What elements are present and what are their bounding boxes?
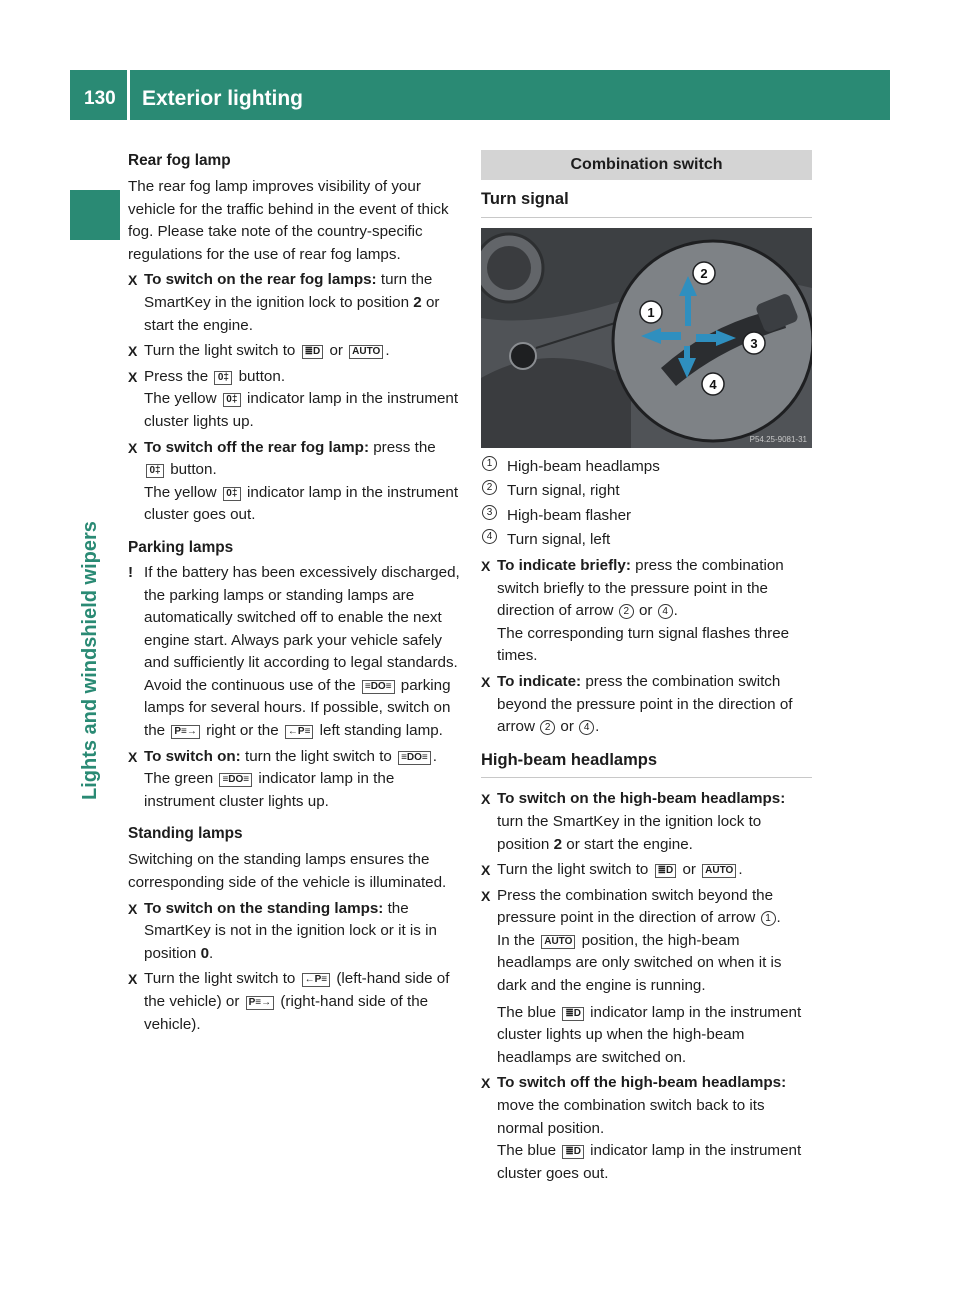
step-text: The corresponding turn signal flashes three times. — [497, 624, 790, 665]
standing-right-icon: P≡→ — [246, 996, 275, 1010]
step-text: press the combination switch briefly to the pressure point in the direction of arrow — [497, 556, 784, 620]
auto-icon: AUTO — [541, 935, 575, 949]
parking-warning — [128, 562, 460, 743]
standing-left-icon: ←P≡ — [285, 725, 314, 739]
left-column — [128, 150, 460, 1036]
rear-fog-step-4 — [128, 437, 460, 527]
parking-heading: Parking lamps — [128, 538, 234, 556]
rear-fog-icon: 0‡ — [146, 464, 164, 478]
step-text: The yellow — [144, 390, 221, 408]
standing-heading: Standing lamps — [128, 825, 243, 843]
step-text: the SmartKey is not in the ignition lock or it is in position — [144, 899, 437, 962]
step-text: (left-hand side of the vehicle) or — [144, 970, 450, 1010]
callout-number: 2 — [619, 604, 634, 619]
callout-number: 1 — [761, 911, 776, 926]
rear-fog-heading: Rear fog lamp — [128, 152, 231, 169]
legend-item-4 — [481, 529, 812, 552]
step-bold: To switch off the rear fog lamp: — [144, 438, 370, 456]
side-tab-text: Lights and windshield wipers — [79, 521, 101, 800]
step-text: press the — [369, 438, 436, 456]
combination-switch-illustration — [481, 228, 812, 448]
step-bold: To switch off the high-beam headlamps: — [497, 1074, 787, 1092]
step-text: indicator lamp in the instrument cluster lights up when the high-beam headlamps are switched on. — [497, 1003, 802, 1066]
figure-code: P54.25-9081-31 — [749, 434, 807, 444]
standing-right-icon: P≡→ — [171, 725, 200, 739]
step-text: . — [385, 342, 390, 360]
combination-switch-figure — [481, 228, 812, 448]
legend-item-3 — [481, 505, 812, 528]
step-text: or — [634, 602, 657, 620]
step-text: . — [595, 718, 600, 736]
rear-fog-intro: The rear fog lamp improves visibility of your vehicle for the traffic behind in the event of thick fog. Please take note of the country-specific regulations for the use of rear fog lamps. — [128, 178, 449, 263]
rear-fog-icon: 0‡ — [223, 393, 241, 407]
parking-lamp-icon: ≡DO≡ — [398, 751, 431, 765]
step-text: button. — [234, 367, 286, 385]
auto-icon: AUTO — [349, 345, 383, 359]
callout-number: 2 — [540, 720, 555, 735]
step-text: The blue — [497, 1003, 561, 1021]
step-text: . — [432, 747, 437, 765]
high-step-1 — [481, 788, 812, 856]
step-arrow-icon: X — [128, 748, 138, 765]
step-text: (right-hand side of the vehicle). — [144, 993, 429, 1033]
callout-number: 3 — [482, 505, 497, 520]
callout-number: 4 — [579, 720, 594, 735]
step-text: indicator lamp in the instrument cluster goes out. — [144, 483, 459, 524]
step-text: The blue — [497, 1142, 561, 1160]
callout-number: 4 — [482, 529, 497, 544]
callout-3: 3 — [750, 335, 758, 351]
parking-lamp-icon: ≡DO≡ — [219, 773, 252, 787]
callout-4: 4 — [709, 376, 717, 392]
step-arrow-icon: X — [481, 673, 491, 690]
step-text: Turn the light switch to — [144, 342, 300, 360]
warning-icon: ! — [128, 563, 134, 581]
step-text: . — [738, 861, 743, 879]
step-text: or — [556, 718, 579, 736]
step-text: button. — [166, 461, 217, 479]
step-text: move the combination switch back to its normal position. — [497, 1097, 765, 1137]
turn-step-2 — [481, 671, 812, 739]
warning-text: If the battery has been excessively discharged, the parking lamps or standing lamps are automatically switched off to enable the next engine start. Always park your vehicle safely and sufficiently lit according to legal standards. Avoid the continuous use of the — [144, 563, 460, 694]
low-beam-icon: ≣D — [655, 864, 677, 878]
turn-step-1 — [481, 555, 812, 668]
step-text: indicator lamp in the instrument cluster lights up. — [144, 770, 395, 810]
standing-intro: Switching on the standing lamps ensures the corresponding side of the vehicle is illuminated. — [128, 851, 447, 892]
step-text: press the combination switch beyond the pressure point in the direction of arrow — [497, 672, 793, 736]
step-text: Press the combination switch beyond the pressure point in the direction of arrow — [497, 886, 774, 927]
standing-step-2 — [128, 968, 460, 1036]
callout-2: 2 — [700, 265, 708, 281]
step-arrow-icon: X — [481, 887, 491, 904]
warning-text: right or the — [201, 722, 283, 740]
auto-icon: AUTO — [702, 864, 736, 878]
step-text: . — [673, 602, 678, 620]
standing-step-1 — [128, 898, 460, 966]
step-text: turn the SmartKey in the ignition lock to position — [144, 271, 433, 311]
step-arrow-icon: X — [481, 791, 491, 808]
rear-fog-step-3 — [128, 366, 460, 434]
legend-item-2 — [481, 480, 812, 503]
step-text: . — [209, 944, 214, 962]
callout-number: 1 — [482, 456, 497, 471]
step-text: turn the SmartKey in the ignition lock to position — [497, 812, 762, 853]
callout-number: 2 — [482, 480, 497, 495]
step-arrow-icon: X — [128, 439, 138, 456]
ignition-position: 0 — [200, 944, 210, 962]
rear-fog-icon: 0‡ — [223, 487, 241, 501]
section-title: Combination switch — [481, 150, 812, 180]
high-beam-icon: ≣D — [562, 1145, 584, 1159]
step-text: position, the high-beam headlamps are only switched on when it is dark and the engine is running. — [497, 931, 782, 995]
step-arrow-icon: X — [481, 1075, 491, 1092]
step-bold: To switch on: — [144, 747, 241, 765]
step-text: turn the light switch to — [240, 747, 397, 765]
step-text: In the — [497, 931, 540, 949]
high-beam-icon: ≣D — [562, 1007, 584, 1021]
page-title: Exterior lighting — [142, 87, 304, 110]
step-bold: To indicate: — [497, 672, 582, 690]
step-bold: To indicate briefly: — [497, 556, 631, 574]
page-header — [70, 70, 890, 120]
legend-text: High-beam flasher — [507, 506, 632, 524]
callout-number: 4 — [658, 604, 673, 619]
header-divider — [127, 70, 130, 120]
step-text: indicator lamp in the instrument cluster lights up. — [144, 390, 459, 430]
rear-fog-step-1 — [128, 269, 460, 337]
step-text: . — [776, 909, 781, 927]
parking-step-1 — [128, 746, 460, 814]
step-text: Press the — [144, 367, 213, 385]
turn-signal-heading: Turn signal — [481, 188, 812, 218]
rear-fog-step-2 — [128, 340, 460, 363]
high-step-2 — [481, 859, 812, 882]
warning-text: left standing lamp. — [315, 722, 443, 740]
rear-fog-icon: 0‡ — [214, 371, 232, 385]
right-column — [481, 150, 812, 1185]
legend-text: Turn signal, right — [507, 482, 620, 500]
page-number: 130 — [84, 88, 116, 109]
warning-text: parking lamps for several hours. If possible, switch on the — [144, 676, 451, 740]
step-text: The yellow — [144, 483, 221, 501]
step-arrow-icon: X — [128, 368, 138, 385]
step-text: or start the engine. — [562, 835, 693, 853]
low-beam-icon: ≣D — [302, 345, 324, 359]
step-text: Turn the light switch to — [497, 861, 653, 879]
step-bold: To switch on the rear fog lamps: — [144, 271, 377, 289]
step-text: Turn the light switch to — [144, 970, 300, 988]
step-arrow-icon: X — [128, 343, 138, 360]
ignition-position: 2 — [553, 835, 563, 853]
step-bold: To switch on the high-beam headlamps: — [497, 790, 786, 808]
high-step-3 — [481, 885, 812, 1070]
step-text: or — [678, 861, 701, 879]
step-text: indicator lamp in the instrument cluster goes out. — [497, 1142, 802, 1182]
parking-lamp-icon: ≡DO≡ — [362, 680, 395, 694]
ignition-position: 2 — [413, 293, 422, 311]
high-step-4 — [481, 1072, 812, 1185]
standing-left-icon: ←P≡ — [302, 973, 331, 987]
high-beam-heading: High-beam headlamps — [481, 749, 812, 779]
step-arrow-icon: X — [128, 272, 138, 289]
legend-text: Turn signal, left — [507, 531, 611, 549]
step-arrow-icon: X — [481, 557, 491, 574]
step-arrow-icon: X — [128, 971, 138, 988]
step-text: or start the engine. — [144, 293, 440, 334]
step-text: or — [325, 342, 348, 360]
callout-1: 1 — [647, 304, 655, 320]
step-bold: To switch on the standing lamps: — [144, 899, 384, 917]
legend-text: High-beam headlamps — [507, 457, 660, 475]
step-arrow-icon: X — [128, 900, 138, 917]
step-arrow-icon: X — [481, 862, 491, 879]
legend-item-1 — [481, 456, 812, 479]
step-text: The green — [144, 770, 218, 788]
